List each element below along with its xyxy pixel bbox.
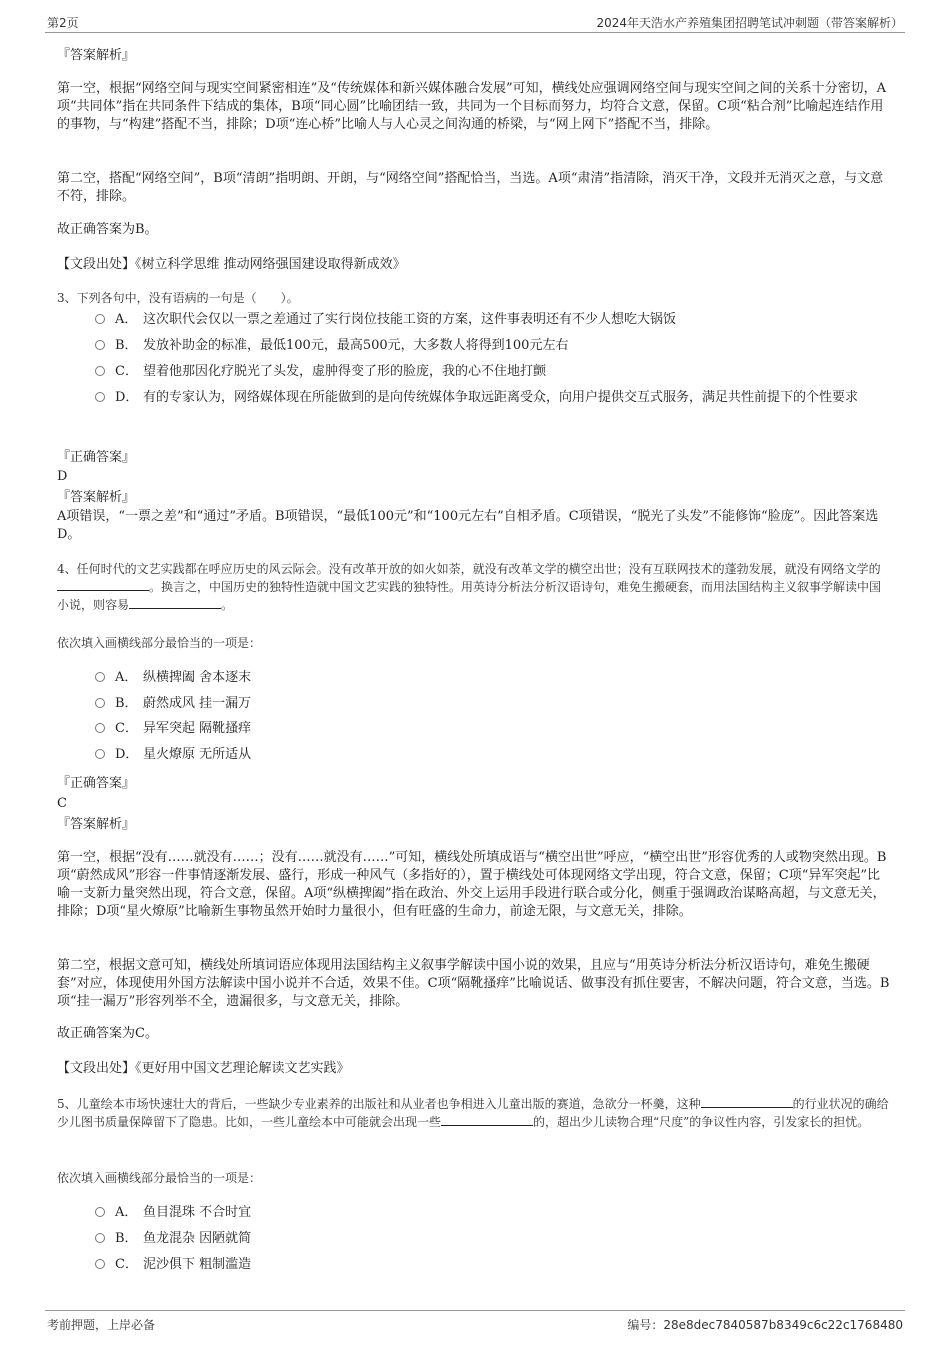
q4-prompt: 依次填入画横线部分最恰当的一项是： <box>57 636 262 650</box>
q3-answer: D <box>57 469 68 484</box>
q3-option-b[interactable]: B． 发放补助金的标准，最低100元，最高500元，大多数人将得到100元左右 <box>95 335 890 357</box>
radio-icon[interactable] <box>95 1233 105 1243</box>
fill-blank <box>441 1113 533 1126</box>
radio-icon[interactable] <box>95 672 105 682</box>
page-header <box>45 12 905 33</box>
q3-analysis: A项错误，“一票之差”和“通过”矛盾。B项错误，“最低100元”和“100元左右”自相矛盾。C项错误，“脱光了头发”不能修饰“脸庞”。因此答案选D。 <box>57 509 879 542</box>
q3-stem: 3、下列各句中，没有语病的一句是（ ）。 <box>57 291 299 305</box>
q2-conclusion: 故正确答案为B。 <box>57 222 158 237</box>
q3-option-a[interactable]: A． 这次职代会仅以一票之差通过了实行岗位技能工资的方案，这件事表明还有不少人想吃大锅饭 <box>95 309 890 331</box>
q4-answer-label: 『正确答案』 <box>57 776 136 791</box>
q2-analysis-p1: 第一空，根据“网络空间与现实空间紧密相连”及“传统媒体和新兴媒体融合发展”可知，横线处应强调网络空间与现实空间之间的关系十分密切，A项“共同体”指在共同条件下结成的集体，B项“同心圆”比喻团结一致，共同为一个目标而努力，均符合文意，保留。C项“粘合剂”比喻起连结作用的事物，与“构建”搭配不当，排除；D项“连心桥”比喻人与人心灵之间沟通的桥梁，与“网上网下”搭配不当，排除。 <box>57 81 886 132</box>
fill-blank <box>129 596 221 609</box>
q4-source: 【文段出处】《更好用中国文艺理论解读文艺实践》 <box>57 1061 350 1076</box>
q2-analysis-p2: 第二空，搭配“网络空间”，B项“清朗”指明朗、开朗，与“网络空间”搭配恰当，当选。A项“肃清”指清除，消灭干净，文段并无消灭之意，与文意不符，排除。 <box>57 171 884 204</box>
page-number: 第2页 <box>47 16 79 30</box>
q4-option-b[interactable]: B． 蔚然成风 挂一漏万 <box>95 693 890 715</box>
q2-analysis-label: 『答案解析』 <box>57 48 136 63</box>
radio-icon[interactable] <box>95 314 105 324</box>
radio-icon[interactable] <box>95 1207 105 1217</box>
radio-icon[interactable] <box>95 392 105 402</box>
q4-conclusion: 故正确答案为C。 <box>57 1026 158 1041</box>
radio-icon[interactable] <box>95 749 105 759</box>
q4-option-d[interactable]: D． 星火燎原 无所适从 <box>95 744 890 766</box>
q5-stem: 5、儿童绘本市场快速壮大的背后，一些缺少专业素养的出版社和从业者也争相进入儿童出版的赛道，急欲分一杯羹，这种 的行业状况的确给少儿图书质量保障留下了隐患。比如，一些儿童绘本中可能就会出现一些 的，超出少儿读物合理“尺度”的争议性内容，引发家长的担忧。 <box>57 1097 889 1129</box>
page-footer <box>45 1310 905 1335</box>
q4-analysis-p2: 第二空，根据文意可知，横线处所填词语应体现用法国结构主义叙事学解读中国小说的效果，且应与“用英诗分析法分析汉语诗句，难免生搬硬套”对应，体现使用外国方法解读中国小说并不合适，效果不佳。C项“隔靴搔痒”比喻说话、做事没有抓住要害，不解决问题，符合文意，当选。B项“挂一漏万”形容列举不全，遗漏很多，与文意无关，排除。 <box>57 958 890 1009</box>
q3-option-d[interactable]: D． 有的专家认为，网络媒体现在所能做到的是向传统媒体争取远距离受众，向用户提供交互式服务，满足共性前提下的个性要求 <box>95 386 890 410</box>
q4-answer: C <box>57 796 67 811</box>
radio-icon[interactable] <box>95 366 105 376</box>
fill-blank <box>57 578 149 591</box>
fill-blank <box>701 1095 793 1108</box>
q3-answer-label: 『正确答案』 <box>57 450 136 465</box>
q3-analysis-label: 『答案解析』 <box>57 490 136 505</box>
q5-option-a[interactable]: A． 鱼目混珠 不合时宜 <box>95 1202 890 1224</box>
q4-analysis-label: 『答案解析』 <box>57 817 136 832</box>
q5-prompt: 依次填入画横线部分最恰当的一项是： <box>57 1171 262 1185</box>
document-code: 编号：28e8dec7840587b8349c6c22c1768480 <box>627 1318 903 1332</box>
document-title: 2024年天浩水产养殖集团招聘笔试冲刺题（带答案解析） <box>596 16 903 30</box>
q4-analysis-p1: 第一空，根据“没有……就没有……；没有……就没有……”可知，横线处所填成语与“横空出世”呼应，“横空出世”形容优秀的人或物突然出现。B项“蔚然成风”形容一件事情逐渐发展、盛行，形成一种风气（多指好的），置于横线处可体现网络文学出现，符合文意，保留；C项“异军突起”比喻一支新力量突然出现，符合文意，保留。A项“纵横捭阖”指在政治、外交上运用手段进行联合或分化，侧重于强调政治谋略高超，与文意无关，排除；D项“星火燎原”比喻新生事物虽然开始时力量很小，但有旺盛的生命力，前途无限，与文意无关，排除。 <box>57 850 887 919</box>
radio-icon[interactable] <box>95 340 105 350</box>
q5-option-b[interactable]: B． 鱼龙混杂 因陋就简 <box>95 1228 890 1250</box>
q5-option-c[interactable]: C． 泥沙俱下 粗制滥造 <box>95 1254 890 1276</box>
footer-slogan: 考前押题，上岸必备 <box>47 1318 156 1332</box>
radio-icon[interactable] <box>95 1259 105 1269</box>
q4-stem: 4、任何时代的文艺实践都在呼应历史的风云际会。没有改革开放的如火如荼，就没有改革文学的横空出世；没有互联网技术的蓬勃发展，就没有网络文学的。换言之，中国历史的独特性造就中国文艺实践的独特性。用英诗分析法分析汉语诗句，难免生搬硬套，而用法国结构主义叙事学解读中国小说，则容易 。 <box>57 562 882 612</box>
q4-option-a[interactable]: A． 纵横捭阖 舍本逐末 <box>95 667 890 689</box>
q3-option-c[interactable]: C． 望着他那因化疗脱光了头发，虚肿得变了形的脸庞，我的心不住地打颤 <box>95 361 890 383</box>
q4-option-c[interactable]: C． 异军突起 隔靴搔痒 <box>95 718 890 740</box>
q2-source: 【文段出处】《树立科学思维 推动网络强国建设取得新成效》 <box>57 257 406 272</box>
radio-icon[interactable] <box>95 723 105 733</box>
radio-icon[interactable] <box>95 698 105 708</box>
